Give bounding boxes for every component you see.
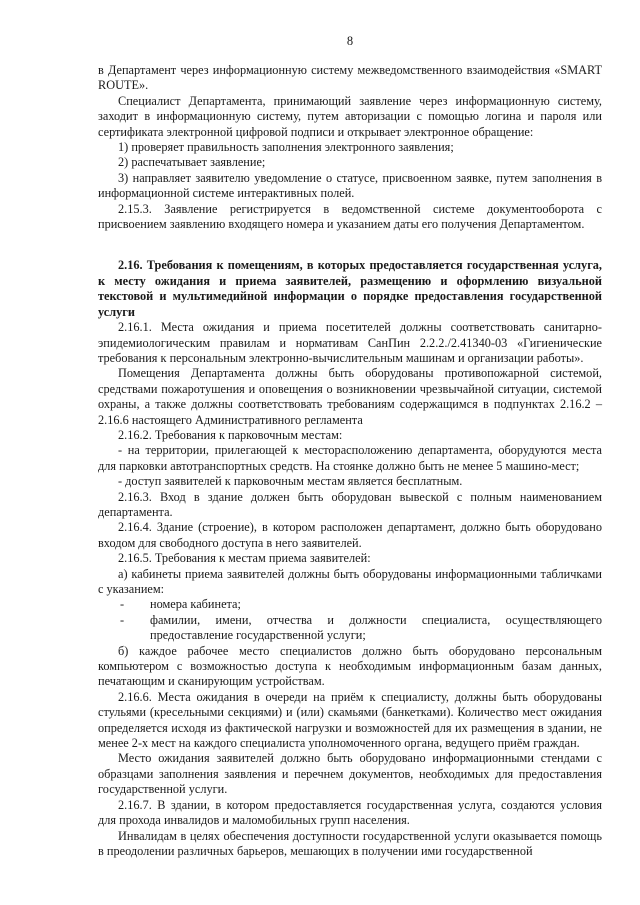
page-number: 8: [346, 34, 354, 48]
paragraph-smart-route: в Департамент через информационную систему межведомственного взаимодействия «SMART ROUTE».: [98, 63, 602, 93]
paragraph-parking-free: - доступ заявителей к парковочным местам является бесплатным.: [118, 474, 463, 489]
paragraph-2-16-7: 2.16.7. В здании, в котором предоставляется государственная услуга, создаются условия для прохода инвалидов и маломобильных групп населения.: [98, 797, 602, 828]
dash-item-room-number: [98, 597, 602, 612]
paragraph-2-16-2: 2.16.2. Требования к парковочным местам:: [118, 427, 343, 442]
section-heading-2-16: 2.16. Требования к помещениям, в которых предоставляется государственная услуга, к месту ожидания и приема заявителей, размещению и оформлению визуальной текстовой и мультимедийной информации о порядке предоставления государственной услуги: [98, 258, 602, 319]
paragraph-info-stands: Место ожидания заявителей должно быть оборудовано информационными стендами с образцами заполнения заявления и перечнем документов, необходимых для предоставления государственной услуги.: [98, 751, 602, 797]
paragraph-2-15-3: 2.15.3. Заявление регистрируется в ведомственной системе документооборота с присвоением заявлению входящего номера и указанием даты его получения Департаментом.: [98, 201, 602, 232]
paragraph-2-16-4: 2.16.4. Здание (строение), в котором расположен департамент, должно быть оборудовано входом для свободного доступа в него заявителей.: [98, 520, 602, 550]
dash-text: фамилии, имени, отчества и должности специалиста, осуществляющего предоставление государственной услуги;: [150, 612, 602, 643]
paragraph-premises: Помещения Департамента должны быть оборудованы противопожарной системой, средствами пожаротушения и оповещения о возникновении чрезвычайной ситуации, системой охраны, а также должны соответствовать требованиям содержащимся в подпунктах 2.16.2 – 2.16.6 настоящего Административного регламента: [98, 366, 602, 427]
list-item-notify: 3) направляет заявителю уведомление о статусе, присвоенном заявке, путем заполнения в информационной системе интерактивных полей.: [98, 170, 602, 201]
paragraph-workplace: б) каждое рабочее место специалистов должно быть оборудовано персональным компьютером с возможностью доступа к необходимым информационным базам данных, печатающим и сканирующим устройствам.: [98, 643, 602, 689]
dash-item-specialist-name: [98, 613, 602, 644]
list-item-check: 1) проверяет правильность заполнения электронного заявления;: [118, 140, 454, 155]
dash-mark: -: [120, 597, 125, 612]
paragraph-2-16-1: 2.16.1. Места ожидания и приема посетителей должны соответствовать санитарно-эпидемиологическим правилам и нормативам СанПин 2.2.2./2.41340-03 «Гигиенические требования к персональным электронно-вычислительным машинам и организации работы».: [98, 320, 602, 365]
dash-text: номера кабинета;: [150, 597, 241, 612]
dash-mark: -: [120, 612, 125, 627]
paragraph-disabled-help: Инвалидам в целях обеспечения доступности государственной услуги оказывается помощь в преодолении различных барьеров, мешающих в получении ими государственной: [98, 828, 602, 858]
paragraph-2-16-3: 2.16.3. Вход в здание должен быть оборудован вывеской с полным наименованием департамента.: [98, 489, 602, 519]
paragraph-signs: а) кабинеты приема заявителей должны быть оборудованы информационными табличками с указанием:: [98, 566, 602, 596]
paragraph-specialist: Специалист Департамента, принимающий заявление через информационную систему, заходит в информационную систему, путем авторизации с помощью логина и пароля или сертификата электронной цифровой подписи и открывает электронное обращение:: [98, 93, 602, 139]
list-item-print: 2) распечатывает заявление;: [118, 155, 266, 170]
paragraph-2-16-6: 2.16.6. Места ожидания в очереди на приём к специалисту, должны быть оборудованы стульями (кресельными секциями) и (или) скамьями (банкетками). Количество мест ожидания определяется исходя из фактической нагрузки и возможностей для их размещения в здании, не менее 2-х мест на каждого специалиста уполномоченного органа, ведущего приём граждан.: [98, 689, 602, 751]
paragraph-2-16-5: 2.16.5. Требования к местам приема заявителей:: [118, 551, 371, 566]
paragraph-parking-territory: - на территории, прилегающей к месторасположению департамента, оборудуются места для парковки автотранспортных средств. На стоянке должно быть не менее 5 машино-мест;: [98, 443, 602, 473]
